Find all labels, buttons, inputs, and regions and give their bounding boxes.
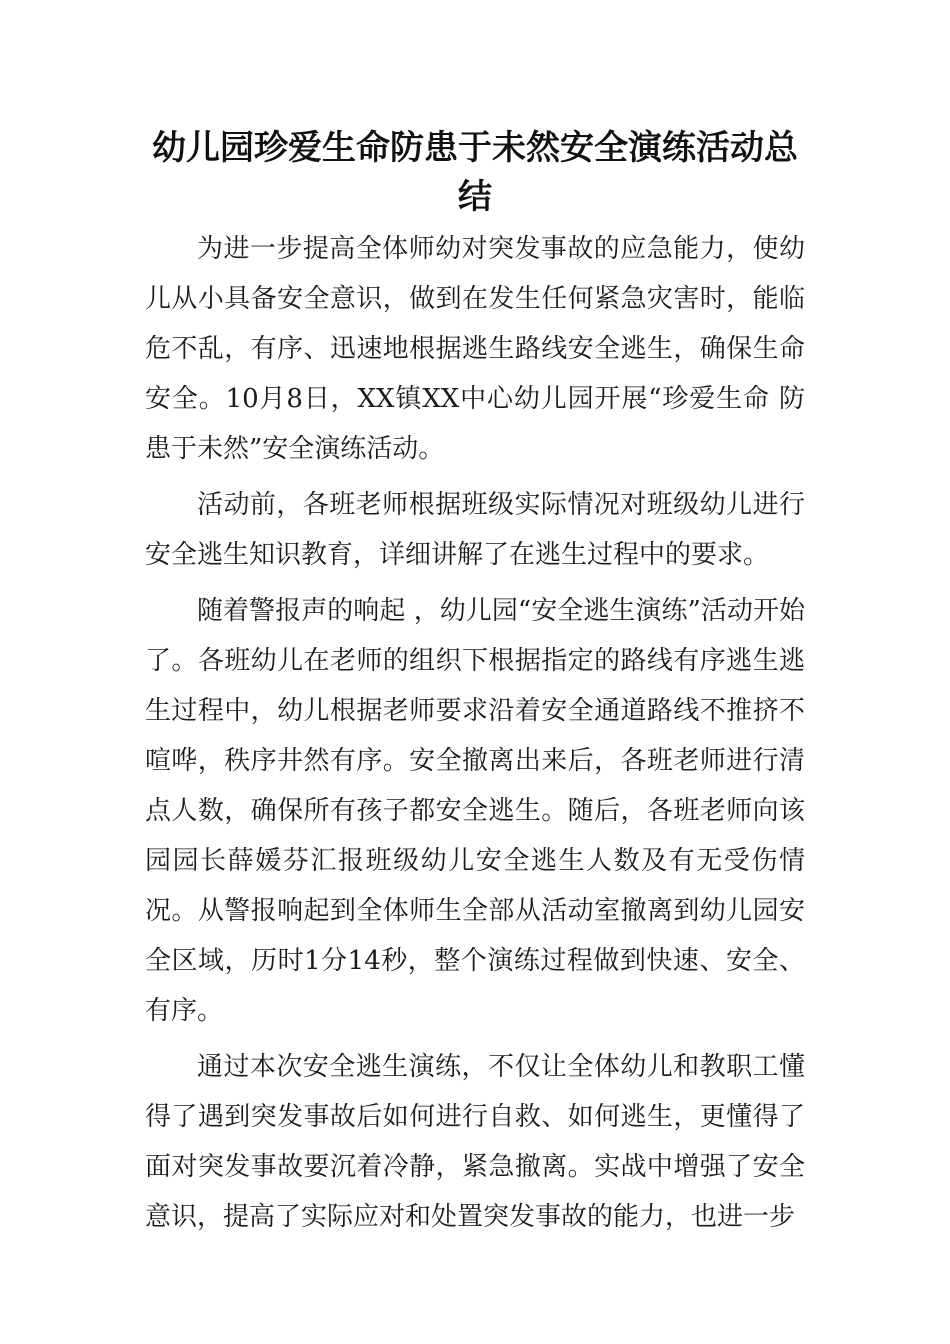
document-body bbox=[145, 224, 805, 1248]
paragraph-preparation: 活动前，各班老师根据班级实际情况对班级幼儿进行安全逃生知识教育，详细讲解了在逃生过程中的要求。 bbox=[145, 490, 805, 570]
paragraph-conclusion: 通过本次安全逃生演练，不仅让全体幼儿和教职工懂得了遇到突发事故后如何进行自救、如何逃生，更懂得了面对突发事故要沉着冷静，紧急撤离。实战中增强了安全意识，提高了实际应对和处置突发事故的能力，也进一步 bbox=[145, 1052, 805, 1232]
document-title: 幼儿园珍爱生命防患于未然安全演练活动总结 bbox=[152, 128, 798, 217]
paragraph-intro: 为进一步提高全体师幼对突发事故的应急能力，使幼儿从小具备安全意识，做到在发生任何紧急灾害时，能临危不乱，有序、迅速地根据逃生路线安全逃生，确保生命安全。10月8日，XX镇XX中心幼儿园开展“珍爱生命 防患于未然”安全演练活动。 bbox=[145, 234, 805, 464]
paragraph-drill-process: 随着警报声的响起 ，幼儿园“安全逃生演练”活动开始了。各班幼儿在老师的组织下根据指定的路线有序逃生逃生过程中，幼儿根据老师要求沿着安全通道路线不推挤不喧哗，秩序井然有序。安全撤离出来后，各班老师进行清点人数，确保所有孩子都安全逃生。随后，各班老师向该园园长薛媛芬汇报班级幼儿安全逃生人数及有无受伤情况。从警报响起到全体师生全部从活动室撤离到幼儿园安全区域，历时1分14秒，整个演练过程做到快速、安全、有序。 bbox=[145, 596, 805, 1026]
